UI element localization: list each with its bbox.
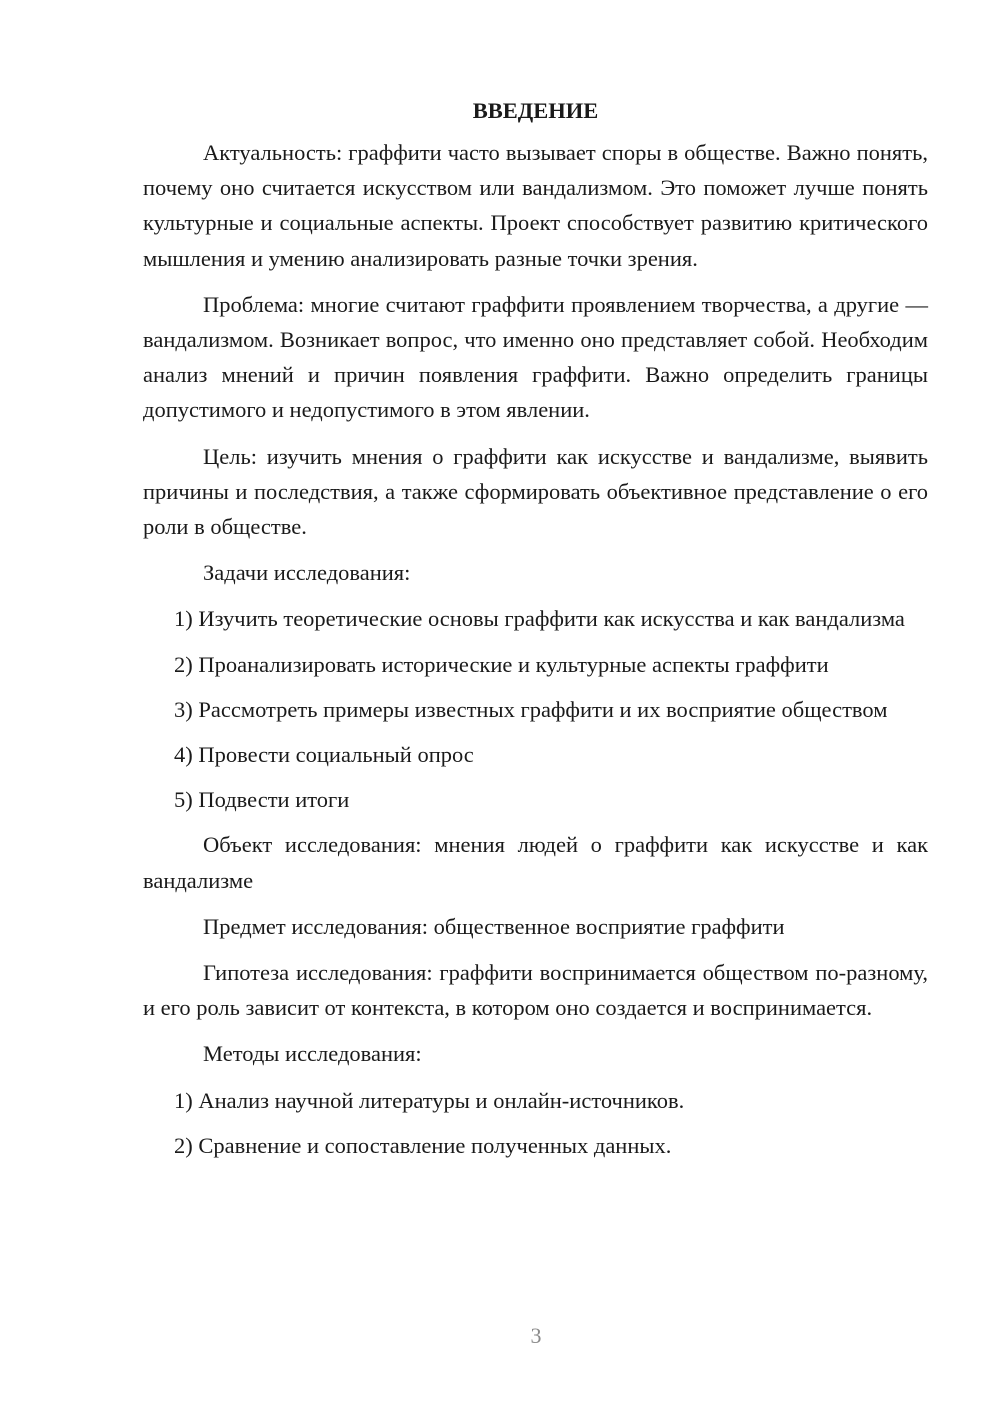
list-item: 1) Анализ научной литературы и онлайн-источников.: [174, 1087, 685, 1113]
methods-list: [143, 1083, 928, 1163]
subject-paragraph: Предмет исследования: общественное восприятие граффити: [203, 913, 785, 939]
list-item: 1) Изучить теоретические основы граффити как искусства и как вандализма: [174, 606, 905, 632]
list-item: 2) Сравнение и сопоставление полученных данных.: [174, 1132, 672, 1158]
list-item: 5) Подвести итоги: [174, 787, 350, 813]
list-item: 4) Провести социальный опрос: [174, 742, 474, 768]
hypothesis-paragraph: Гипотеза исследования: граффити воспринимается обществом по-разному, и его роль зависит от контекста, в котором оно создается и воспринимается.: [143, 960, 928, 1021]
goal-paragraph: Цель: изучить мнения о граффити как искусстве и вандализме, выявить причины и последствия, а также сформировать объективное представление о его роли в обществе.: [143, 443, 928, 540]
list-item: 2) Проанализировать исторические и культурные аспекты граффити: [174, 651, 829, 677]
object-paragraph: Объект исследования: мнения людей о граффити как искусстве и как вандализме: [143, 832, 928, 893]
page-title: ВВЕДЕНИЕ: [472, 98, 599, 123]
tasks-list: [143, 601, 928, 817]
page-content: [143, 96, 928, 1173]
problem-paragraph: Проблема: многие считают граффити проявлением творчества, а другие — вандализмом. Возникает вопрос, что именно оно представляет собой. Необходим анализ мнений и причин появления граффити. Важно определить границы допустимого и недопустимого в этом явлении.: [143, 291, 928, 423]
methods-title: Методы исследования:: [203, 1041, 422, 1067]
page-number: 3: [530, 1323, 542, 1348]
tasks-title: Задачи исследования:: [203, 560, 411, 586]
relevance-paragraph: Актуальность: граффити часто вызывает споры в обществе. Важно понять, почему оно считается искусством или вандализмом. Это поможет лучше понять культурные и социальные аспекты. Проект способствует развитию критического мышления и умению анализировать разные точки зрения.: [143, 140, 928, 271]
list-item: 3) Рассмотреть примеры известных граффити и их восприятие обществом: [174, 696, 888, 722]
